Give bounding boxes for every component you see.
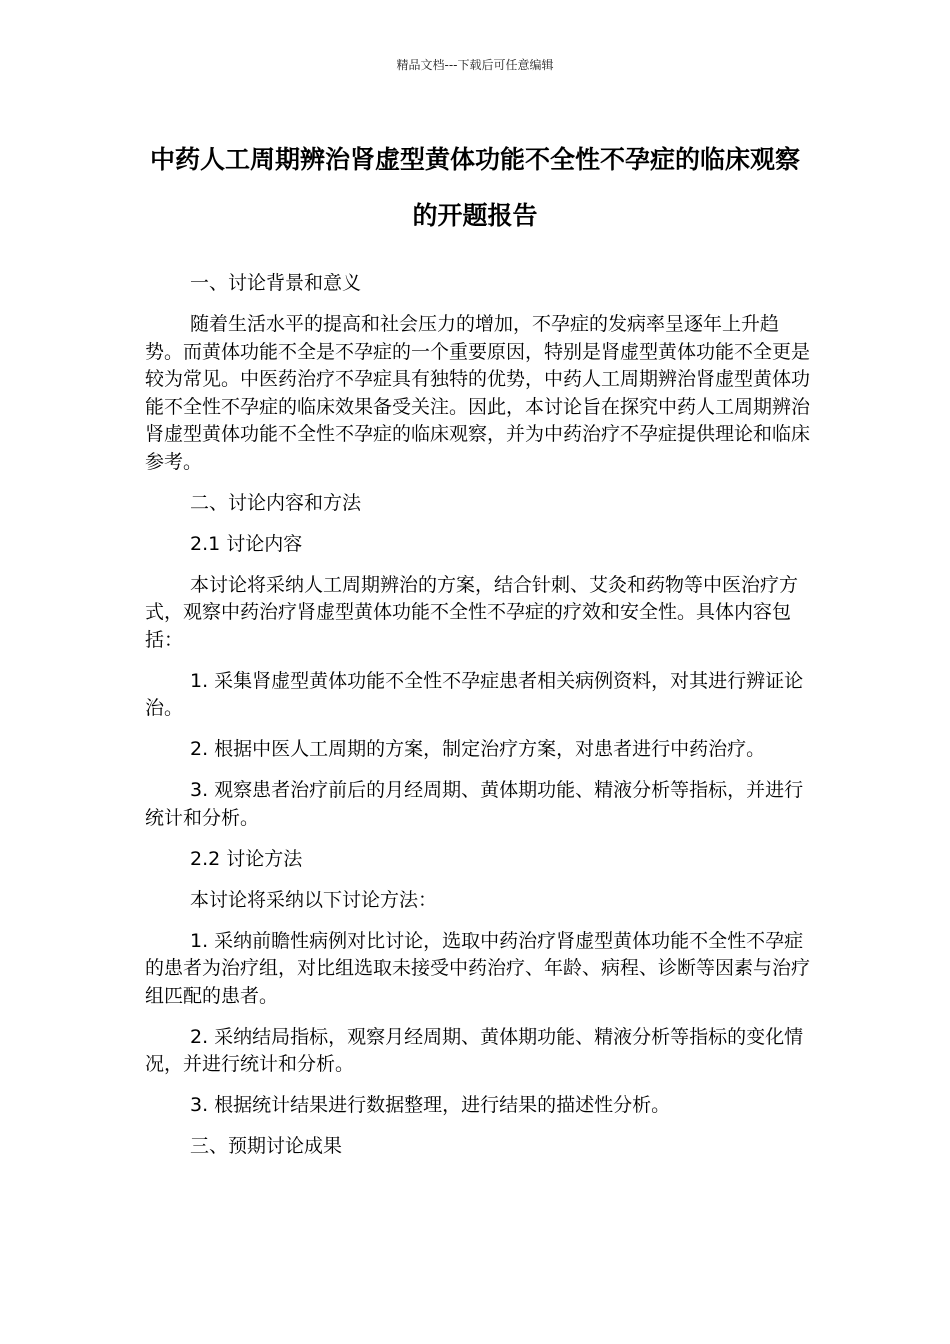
section-2-1-intro: 本讨论将采纳人工周期辨治的方案，结合针刺、艾灸和药物等中医治疗方式，观察中药治疗肾虚型黄体功能不全性不孕症的疗效和安全性。具体内容包括： — [145, 573, 799, 651]
section-2-1-item: 3. 观察患者治疗前后的月经周期、黄体期功能、精液分析等指标，并进行统计和分析。 — [145, 779, 804, 829]
section-2-2-item: 1. 采纳前瞻性病例对比讨论，选取中药治疗肾虚型黄体功能不全性不孕症的患者为治疗组，对比组选取未接受中药治疗、年龄、病程、诊断等因素与治疗组匹配的患者。 — [145, 929, 811, 1007]
section-2-heading: 二、讨论内容和方法 — [190, 491, 362, 514]
section-1-paragraph: 随着生活水平的提高和社会压力的增加，不孕症的发病率呈逐年上升趋势。而黄体功能不全是不孕症的一个重要原因，特别是肾虚型黄体功能不全更是较为常见。中医药治疗不孕症具有独特的优势，中药人工周期辨治肾虚型黄体功能不全性不孕症的临床效果备受关注。因此，本讨论旨在探究中药人工周期辨治肾虚型黄体功能不全性不孕症的临床观察，并为中药治疗不孕症提供理论和临床参考。 — [145, 313, 811, 473]
section-2-2-item: 3. 根据统计结果进行数据整理，进行结果的描述性分析。 — [190, 1094, 671, 1116]
section-1-heading: 一、讨论背景和意义 — [190, 272, 362, 294]
section-3-heading: 三、预期讨论成果 — [190, 1135, 343, 1157]
section-2-2-heading: 2.2 讨论方法 — [190, 847, 303, 870]
document-title: 中药人工周期辨治肾虚型黄体功能不全性不孕症的临床观察的开题报告 — [149, 145, 800, 230]
section-2-2-item: 2. 采纳结局指标，观察月经周期、黄体期功能、精液分析等指标的变化情况，并进行统计和分析。 — [145, 1025, 804, 1075]
header-note: 精品文档---下载后可任意编辑 — [396, 58, 554, 72]
section-2-2-intro: 本讨论将采纳以下讨论方法： — [190, 888, 438, 911]
section-2-1-item: 1. 采集肾虚型黄体功能不全性不孕症患者相关病例资料，对其进行辨证论治。 — [145, 669, 804, 719]
section-2-1-item: 2. 根据中医人工周期的方案，制定治疗方案，对患者进行中药治疗。 — [190, 738, 766, 760]
section-2-1-heading: 2.1 讨论内容 — [190, 532, 303, 555]
document-body — [145, 270, 810, 1174]
